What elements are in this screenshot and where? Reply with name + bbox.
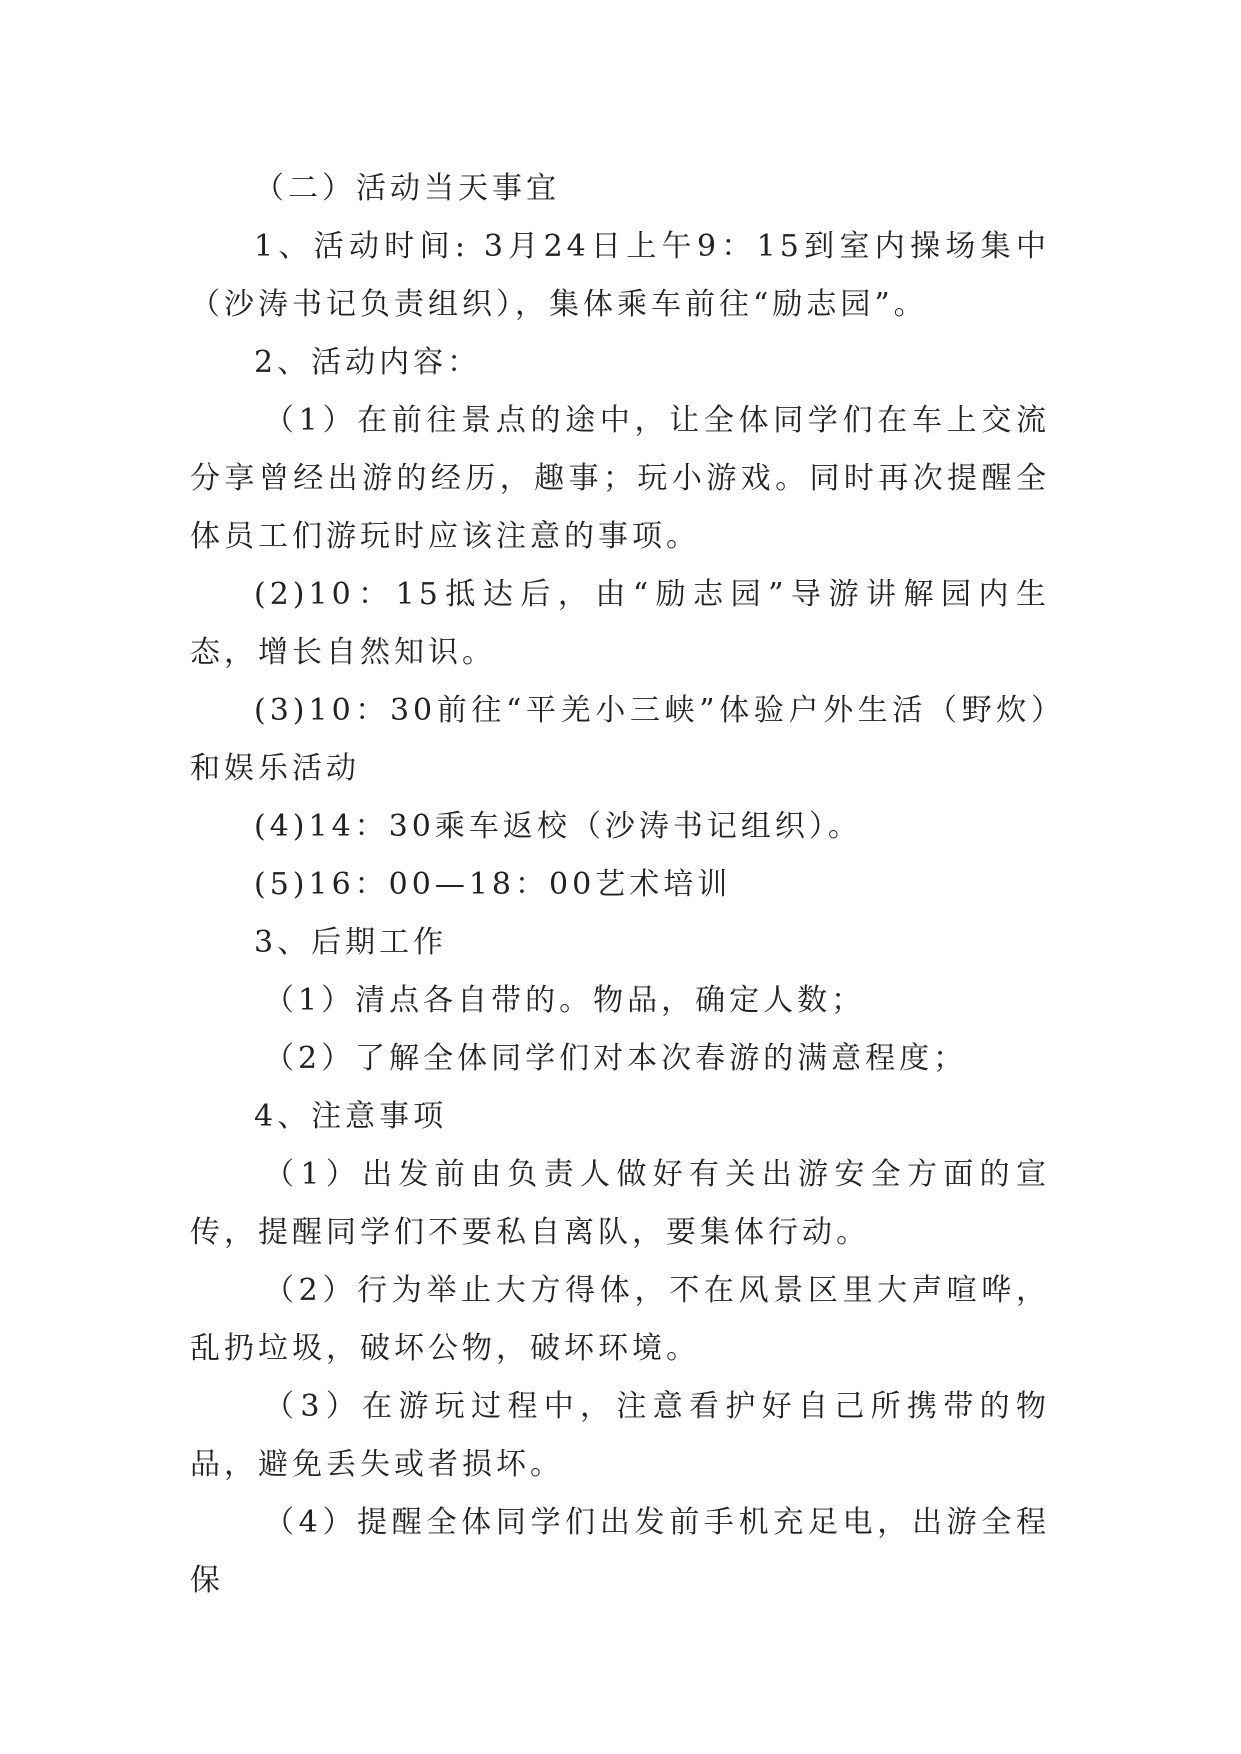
- paragraph-activity-content: 2、活动内容：: [254, 345, 482, 380]
- list-item: （1）出发前由负责人做好有关出游安全方面的宣传，提醒同学们不要私自离队，要集体行动。: [190, 1157, 1050, 1250]
- list-item: （1）在前往景点的途中，让全体同学们在车上交流分享曾经出游的经历，趣事；玩小游戏。同时再次提醒全体员工们游玩时应该注意的事项。: [190, 403, 1050, 554]
- list-item: (3)10：30前往“平羌小三峡”体验户外生活（野炊）和娱乐活动: [190, 693, 1050, 786]
- section-heading: （二）活动当天事宜: [254, 171, 560, 206]
- list-item: （1）清点各自带的。物品，确定人数；: [264, 983, 866, 1018]
- list-item: （2）了解全体同学们对本次春游的满意程度；: [264, 1041, 968, 1076]
- list-item: （3）在游玩过程中，注意看护好自己所携带的物品，避免丢失或者损坏。: [190, 1389, 1050, 1482]
- paragraph-notes: 4、注意事项: [254, 1099, 448, 1134]
- list-item: (2)10：15抵达后，由“励志园”导游讲解园内生态，增长自然知识。: [190, 577, 1050, 670]
- paragraph-activity-time: 1、活动时间: 3月24日上午9：15到室内操场集中（沙涛书记负责组织），集体乘车前往“励志园”。: [190, 229, 1050, 322]
- list-item: (4)14：30乘车返校（沙涛书记组织）。: [254, 809, 862, 844]
- list-item: (5)16：00—18：00艺术培训: [254, 867, 732, 902]
- list-item: （2）行为举止大方得体，不在风景区里大声喧哗，乱扔垃圾，破坏公物，破坏环境。: [190, 1273, 1050, 1366]
- document-body: [190, 160, 1050, 1610]
- list-item: （4）提醒全体同学们出发前手机充足电，出游全程保: [190, 1505, 1050, 1598]
- paragraph-followup: 3、后期工作: [254, 925, 448, 960]
